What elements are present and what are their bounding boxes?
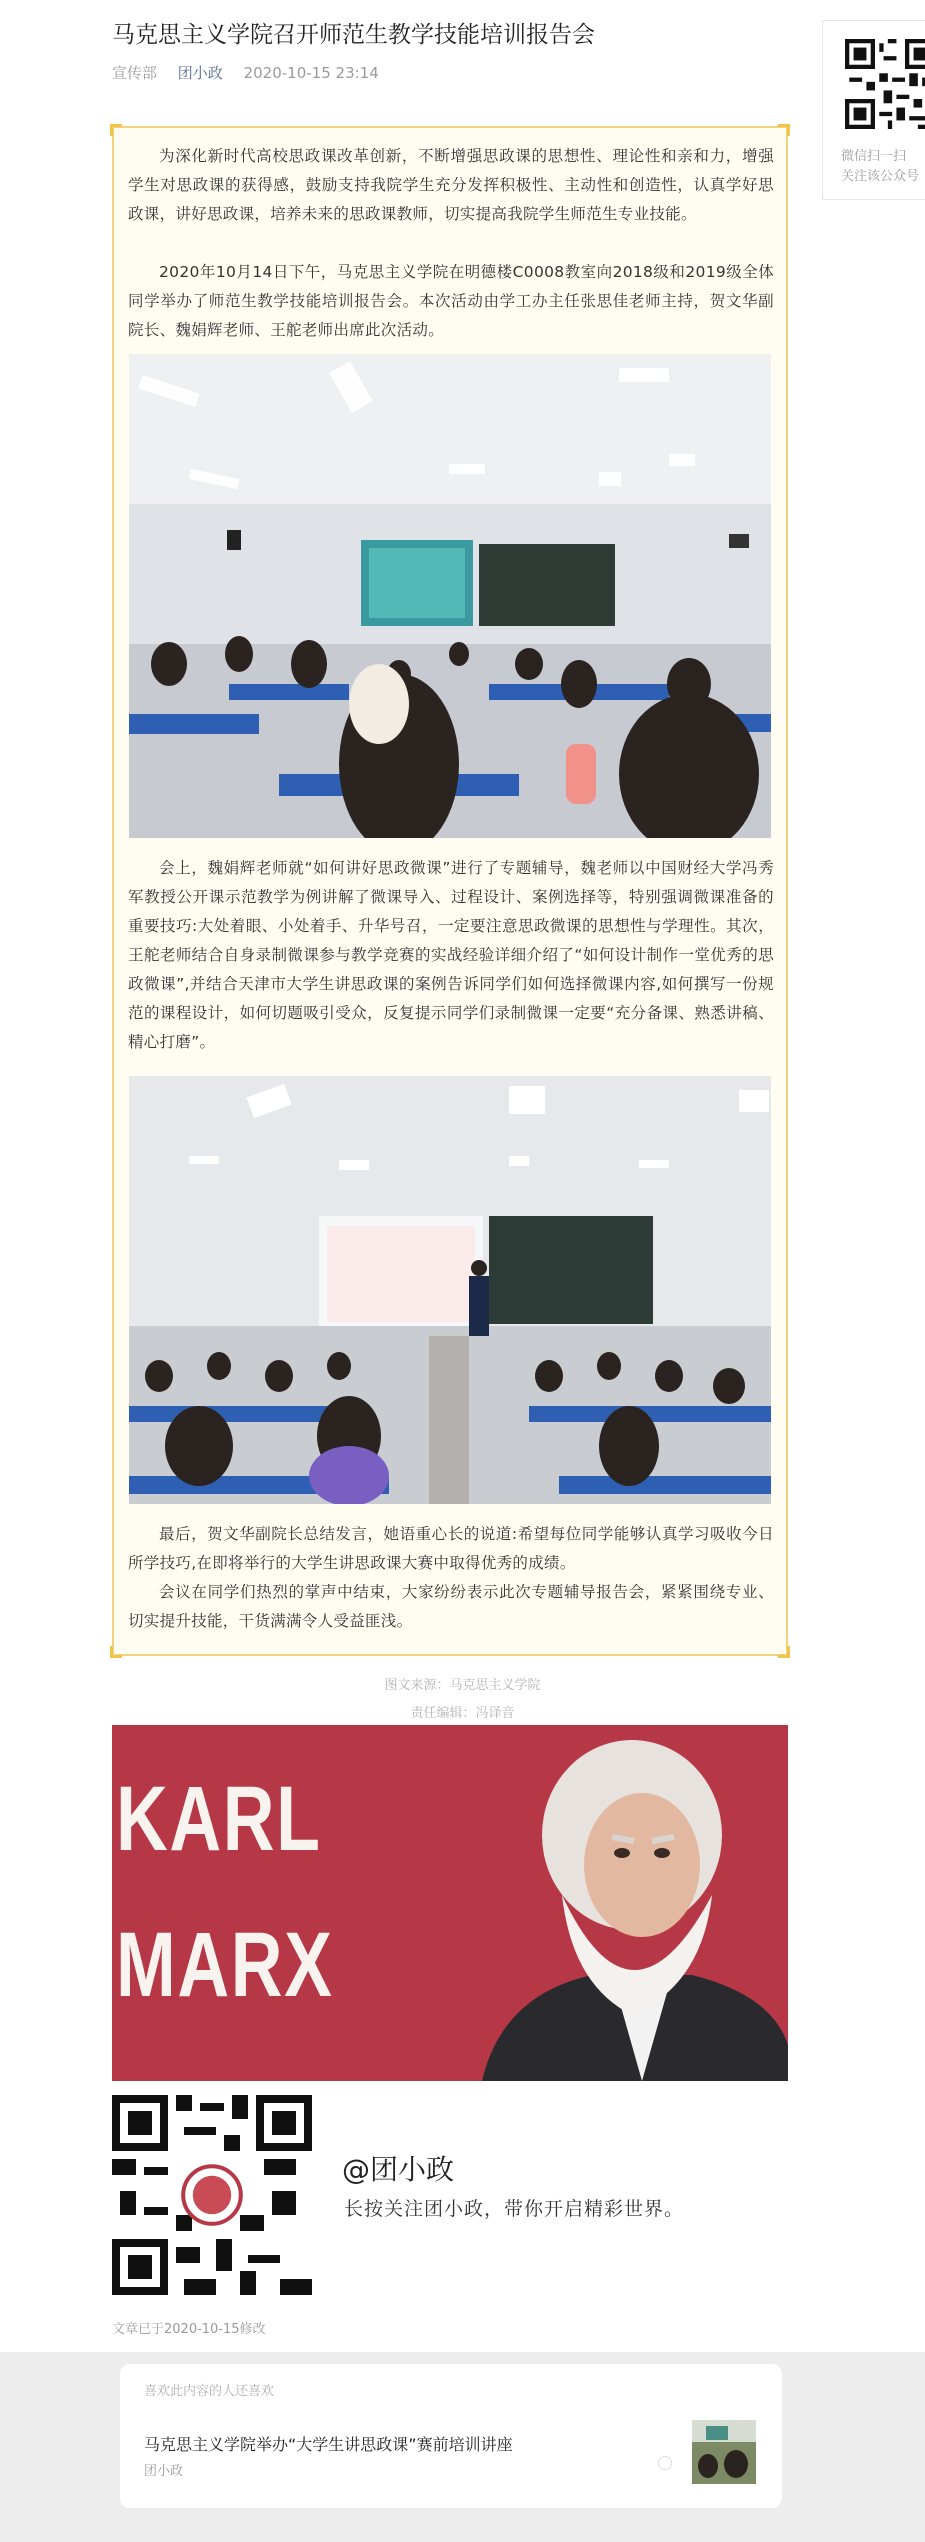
article-meta bbox=[112, 62, 395, 83]
recommend-thumbnail[interactable] bbox=[692, 2420, 756, 2484]
recommend-article-title[interactable]: 马克思主义学院举办“大学生讲思政课”赛前培训讲座 bbox=[144, 2435, 513, 2454]
account-slogan: 长按关注团小政，带你开启精彩世界。 bbox=[344, 2198, 685, 2220]
frame-corner bbox=[110, 124, 122, 136]
edited-note: 文章已于2020-10-15修改 bbox=[112, 2322, 266, 2337]
side-qr-panel bbox=[822, 20, 925, 200]
side-qr-caption bbox=[841, 147, 925, 187]
frame-corner bbox=[778, 1646, 790, 1658]
account-handle: @团小政 bbox=[342, 2153, 455, 2186]
banner-word-karl: KARL bbox=[116, 1768, 322, 1870]
body-paragraph-event: 2020年10月14日下午，马克思主义学院在明德楼C0008教室向2018级和2019级全体同学举办了师范生教学技能培训报告会。本次活动由学工办主任张思佳老师主持，贺文华副院长、魏娟辉老师、王舵老师出席此次活动。 bbox=[128, 263, 774, 339]
play-icon bbox=[658, 2456, 672, 2470]
qr-code-icon bbox=[845, 39, 925, 129]
publish-time: 2020-10-15 23:14 bbox=[243, 64, 379, 82]
recommend-article-source: 团小政 bbox=[144, 2464, 184, 2479]
article-body-frame bbox=[112, 126, 788, 1656]
recommend-card[interactable] bbox=[120, 2364, 782, 2508]
image-source-credit: 图文来源：马克思主义学院 bbox=[384, 1678, 541, 1693]
karl-marx-banner bbox=[112, 1725, 788, 2081]
frame-corner bbox=[778, 124, 790, 136]
author-link[interactable]: 团小政 bbox=[177, 64, 223, 82]
body-paragraph-summary: 最后，贺文华副院长总结发言，她语重心长的说道:希望每位同学能够认真学习吸收今日所学技巧,在即将举行的大学生讲思政课大赛中取得优秀的成绩。 bbox=[128, 1525, 774, 1572]
page-title: 马克思主义学院召开师范生教学技能培训报告会 bbox=[112, 22, 595, 48]
editor-credit: 责任编辑：冯译音 bbox=[410, 1706, 515, 1721]
side-qr-line2: 关注该公众号 bbox=[841, 169, 920, 184]
body-paragraph-lecture: 会上，魏娟辉老师就“如何讲好思政微课”进行了专题辅导，魏老师以中国财经大学冯秀军教授公开课示范教学为例讲解了微课导入、过程设计、案例选择等，特别强调微课准备的重要技巧:大处着眼、小处着手、升华号召，一定要注意思政微课的思想性与学理性。其次，王舵老师结合自身录制微课参与教学竞赛的实战经验详细介绍了“如何设计制作一堂优秀的思政微课”,并结合天津市大学生讲思政课的案例告诉同学们如何选择微课内容,如何撰写一份规范的课程设计，如何切题吸引受众，反复提示同学们录制微课一定要“充分备课、熟悉讲稿、精心打磨”。 bbox=[128, 859, 774, 1051]
portrait-illustration bbox=[442, 1725, 788, 2081]
classroom-photo-1 bbox=[129, 354, 771, 838]
follow-qr-code-icon[interactable] bbox=[112, 2095, 312, 2295]
classroom-photo-2 bbox=[129, 1076, 771, 1504]
side-qr-line1: 微信扫一扫 bbox=[841, 149, 907, 164]
department-label: 宣传部 bbox=[112, 64, 158, 82]
recommend-header: 喜欢此内容的人还喜欢 bbox=[144, 2384, 275, 2399]
body-paragraph-intro: 为深化新时代高校思政课改革创新，不断增强思政课的思想性、理论性和亲和力，增强学生对思政课的获得感，鼓励支持我院学生充分发挥积极性、主动性和创造性，认真学好思政课，讲好思政课，培养未来的思政课教师，切实提高我院学生师范生专业技能。 bbox=[128, 147, 774, 223]
body-paragraph-closing: 会议在同学们热烈的掌声中结束，大家纷纷表示此次专题辅导报告会，紧紧围绕专业、切实提升技能，干货满满令人受益匪浅。 bbox=[128, 1583, 774, 1630]
banner-word-marx: MARX bbox=[116, 1914, 334, 2016]
frame-corner bbox=[110, 1646, 122, 1658]
